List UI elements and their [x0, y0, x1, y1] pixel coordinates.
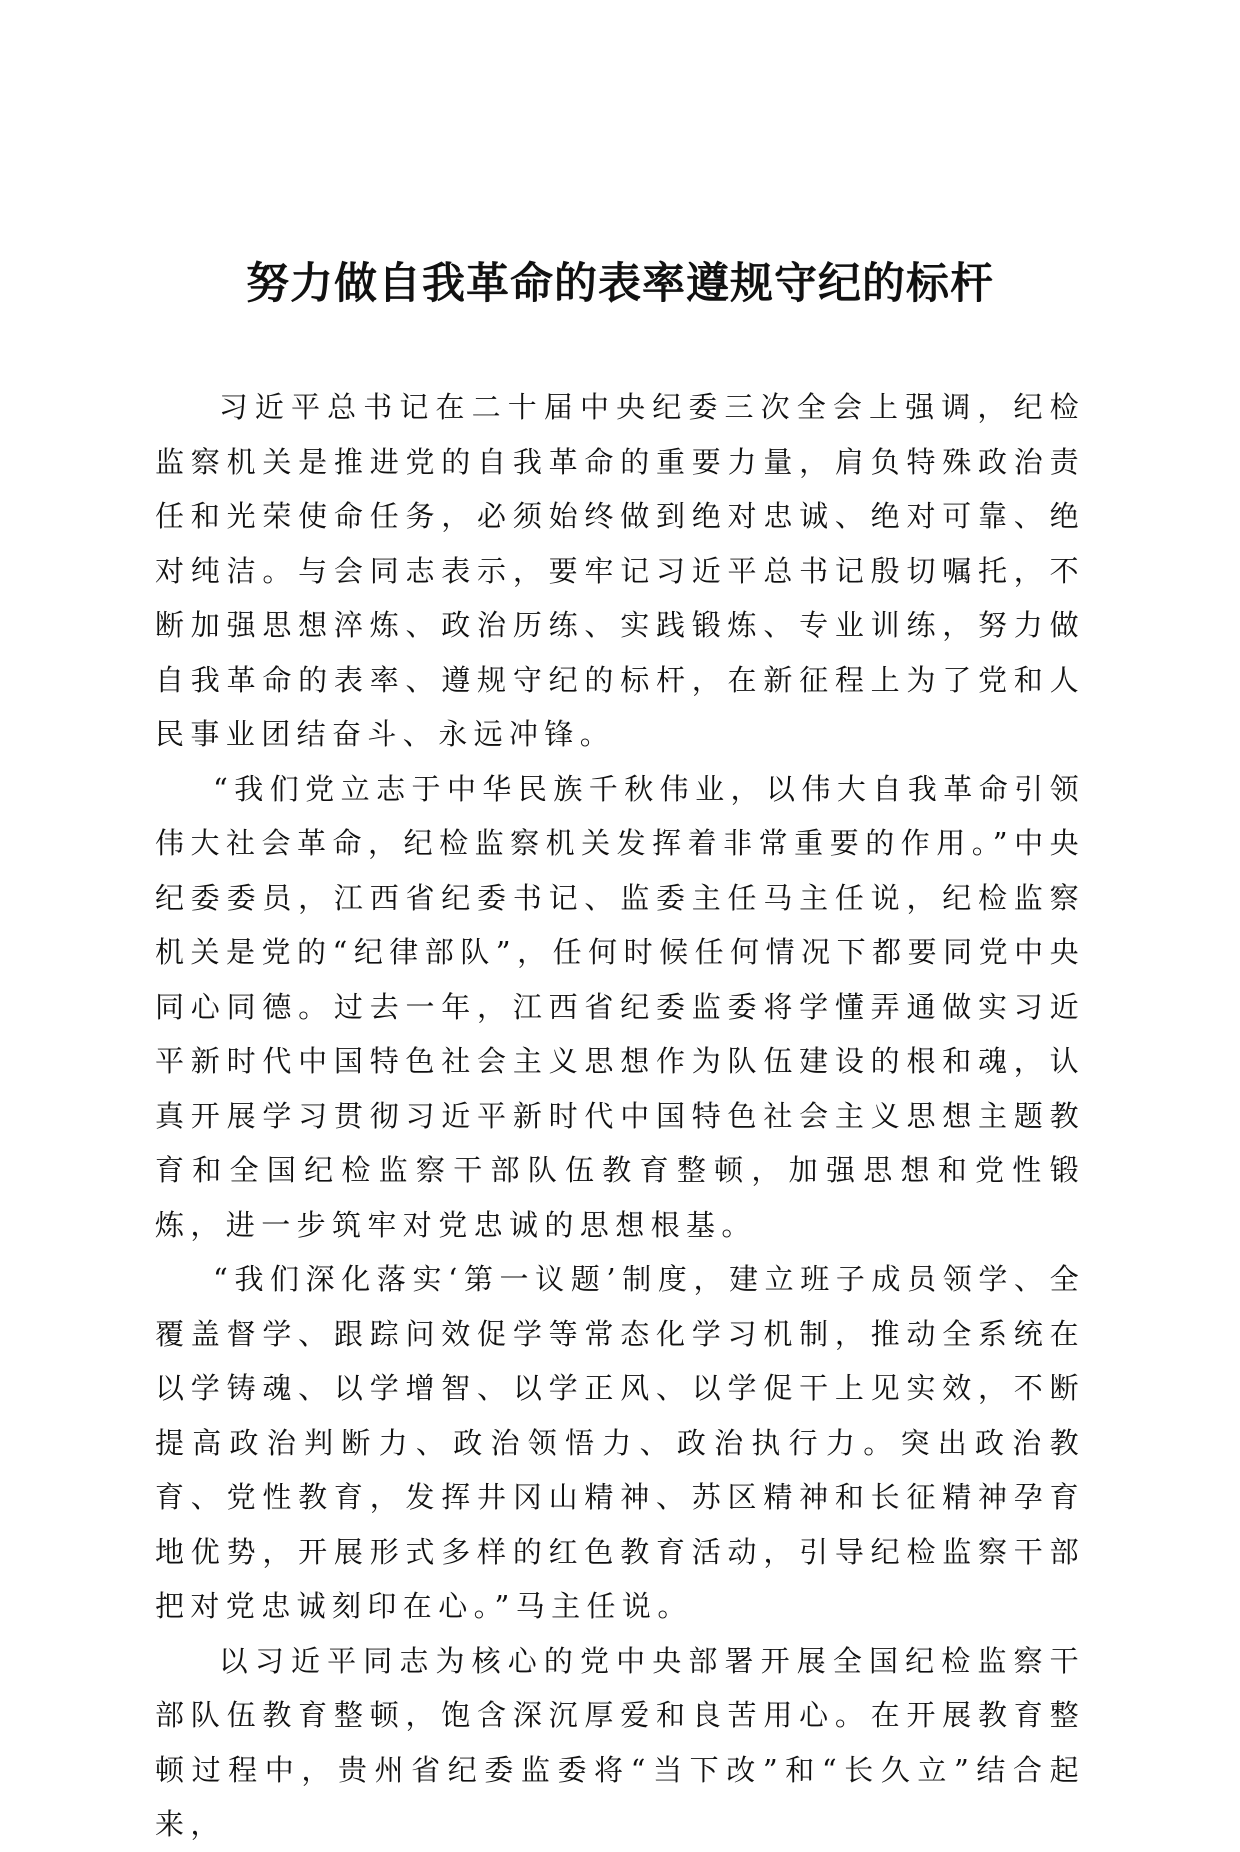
paragraph-3: “我们深化落实‘第一议题’制度，建立班子成员领学、全覆盖督学、跟踪问效促学等常态化学习机制，推动全系统在以学铸魂、以学增智、以学正风、以学促干上见实效，不断提高政治判断力、政治领悟力、政治执行力。突出政治教育、党性教育，发挥井冈山精神、苏区精神和长征精神孕育地优势，开展形式多样的红色教育活动，引导纪检监察干部把对党忠诚刻印在心。”马主任说。 — [155, 1262, 1085, 1623]
document-title: 努力做自我革命的表率遵规守纪的标杆 — [246, 259, 994, 309]
paragraph-4: 以习近平同志为核心的党中央部署开展全国纪检监察干部队伍教育整顿，饱含深沉厚爱和良苦用心。在开展教育整顿过程中，贵州省纪委监委将“当下改”和“长久立”结合起来， — [155, 1643, 1085, 1841]
paragraph-2: “我们党立志于中华民族千秋伟业，以伟大自我革命引领伟大社会革命，纪检监察机关发挥着非常重要的作用。”中央纪委委员，江西省纪委书记、监委主任马主任说，纪检监察机关是党的“纪律部队”，任何时候任何情况下都要同党中央同心同德。过去一年，江西省纪委监委将学懂弄通做实习近平新时代中国特色社会主义思想作为队伍建设的根和魂，认真开展学习贯彻习近平新时代中国特色社会主义思想主题教育和全国纪检监察干部队伍教育整顿，加强思想和党性锻炼，进一步筑牢对党忠诚的思想根基。 — [155, 771, 1085, 1242]
paragraph-1: 习近平总书记在二十届中央纪委三次全会上强调，纪检监察机关是推进党的自我革命的重要力量，肩负特殊政治责任和光荣使命任务，必须始终做到绝对忠诚、绝对可靠、绝对纯洁。与会同志表示，要牢记习近平总书记殷切嘱托，不断加强思想淬炼、政治历练、实践锻炼、专业训练，努力做自我革命的表率、遵规守纪的标杆，在新征程上为了党和人民事业团结奋斗、永远冲锋。 — [155, 390, 1085, 751]
document-body — [155, 380, 1085, 1852]
